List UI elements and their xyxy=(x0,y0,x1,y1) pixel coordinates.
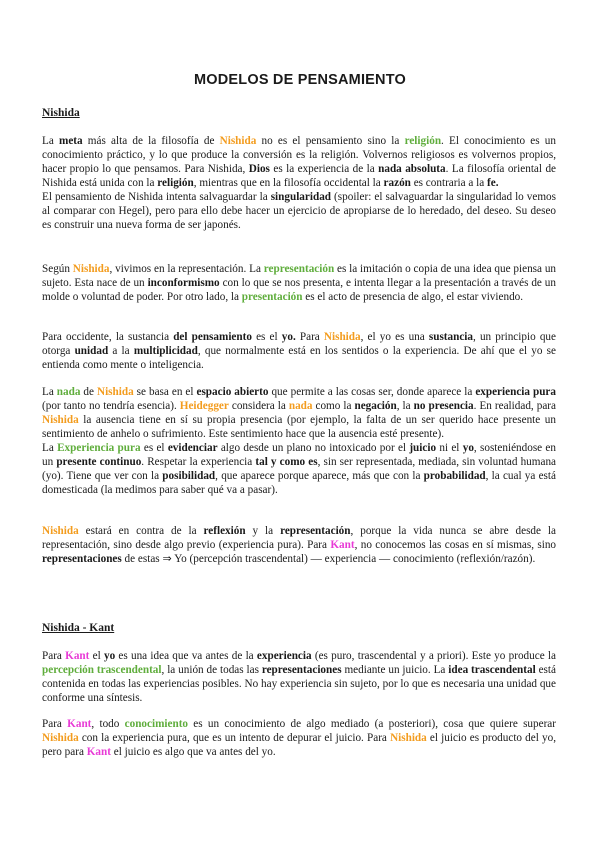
page-title: MODELOS DE PENSAMIENTO xyxy=(194,72,406,88)
bold-term: fe. xyxy=(487,177,499,189)
highlighted-term: Nishida xyxy=(219,135,257,147)
highlighted-term: Nishida xyxy=(42,732,79,744)
highlighted-term: presentación xyxy=(241,291,303,303)
bold-term: representaciones xyxy=(42,553,122,565)
highlighted-term: Nishida xyxy=(96,386,134,398)
paragraph-kant-yo xyxy=(42,649,556,705)
section-heading-nishida-kant: Nishida - Kant xyxy=(42,622,115,634)
highlighted-term: nada xyxy=(56,386,81,398)
paragraph-text: Nishida estará en contra de la reflexión y la representación, porque la vida nunca se abre desde la representación, sino desde algo previo (experiencia pura). Para Kant, no conocemos las cosas en sí mismas, sino representaciones de estas ⇒ Yo (percepción trascendental) — experiencia — conocimiento (reflexión/razón). xyxy=(42,525,557,565)
section-heading-nishida: Nishida xyxy=(42,107,80,119)
highlighted-term: religión xyxy=(404,135,442,147)
bold-term: juicio xyxy=(409,442,437,454)
highlighted-term: percepción trascendental xyxy=(42,664,162,676)
bold-term: reflexión xyxy=(203,525,246,537)
paragraph-text: Según Nishida, vivimos en la representación. La representación es la imitación o copia de una idea que piensa un sujeto. Esta nace de un inconformismo con lo que se nos presenta, e intenta llegar a la presentación a través de un molde o voluntad de poder. Por otro lado, la presentación es el acto de presencia de algo, el estar viviendo. xyxy=(42,263,557,303)
bold-term: razón xyxy=(383,177,411,189)
bold-term: representaciones xyxy=(261,664,342,676)
bold-term: singularidad xyxy=(270,191,332,203)
bold-term: idea trascendental xyxy=(448,664,536,676)
bold-term: multiplicidad xyxy=(133,345,198,357)
paragraph-text: Para Kant, todo conocimiento es un conocimiento de algo mediado (a posteriori), cosa que quiere superar Nishida con la experiencia pura, que es un intento de depurar el juicio. Para Nishida el juicio es producto del yo, pero para Kant el juicio es algo que va antes del yo. xyxy=(42,718,556,758)
bold-term: experiencia xyxy=(256,650,312,662)
bold-term: presente continuo xyxy=(56,456,142,468)
bold-term: sustancia xyxy=(428,331,474,343)
paragraph-text: La Experiencia pura es el evidenciar algo desde un plano no intoxicado por el juicio ni el yo, sosteniéndose en un presente continuo. Respetar la experiencia tal y como es, sin ser representada, mediada, sin voluntad humana (yo). Tiene que ver con la posibilidad, que aparece porque aparece, más que con la probabilidad, la cual ya está domesticada (la medimos para saber qué va a pasar). xyxy=(42,442,557,496)
bold-term: negación xyxy=(354,400,397,412)
bold-term: representación xyxy=(280,525,351,537)
bold-term: posibilidad xyxy=(162,470,216,482)
bold-term: yo xyxy=(462,442,474,454)
paragraph-kant-conocimiento xyxy=(42,717,556,759)
bold-term: evidenciar xyxy=(167,442,218,454)
paragraph-reflexion xyxy=(42,524,556,566)
highlighted-term: Kant xyxy=(86,746,111,758)
bold-term: inconformismo xyxy=(147,277,220,289)
highlighted-term: Nishida xyxy=(42,414,79,426)
bold-term: experiencia pura xyxy=(475,386,556,398)
bold-term: yo xyxy=(103,650,116,662)
bold-term: del pensamiento xyxy=(173,331,252,343)
paragraph-text: Para Kant el yo es una idea que va antes de la experiencia (es puro, trascendental y a priori). Este yo produce la percepción trascendental, la unión de todas las representaciones mediante un juicio. La idea trascendental está contenida en todas las experiencias posibles. No hay experiencia sin sujeto, por lo que es necesaria una unidad que conforme una síntesis. xyxy=(42,650,556,704)
highlighted-term: Kant xyxy=(67,718,92,730)
bold-term: unidad xyxy=(74,345,109,357)
bold-term: probabilidad xyxy=(423,470,486,482)
bold-term: nada absoluta xyxy=(378,163,446,175)
highlighted-term: Nishida xyxy=(390,732,427,744)
highlighted-term: Heidegger xyxy=(179,400,229,412)
highlighted-term: conocimiento xyxy=(124,718,189,730)
bold-term: no presencia xyxy=(413,400,474,412)
highlighted-term: Kant xyxy=(330,539,355,551)
bold-term: yo. xyxy=(281,331,296,343)
bold-term: religión xyxy=(157,177,194,189)
highlighted-term: representación xyxy=(263,263,335,275)
bold-term: meta xyxy=(59,135,83,147)
paragraph-nada xyxy=(42,385,556,497)
paragraph-representacion xyxy=(42,262,556,304)
paragraph-text: Para occidente, la sustancia del pensamiento es el yo. Para Nishida, el yo es una sustancia, un principio que otorga unidad a la multiplicidad, que normalmente está en los sentidos o la experiencia. De ahí que el yo se entienda como mente o inteligencia. xyxy=(42,331,556,371)
paragraph-text: La meta más alta de la filosofía de Nishida no es el pensamiento sino la religión. El conocimiento es un conocimiento práctico, y lo que produce la conversión es la religión. Volvernos religiosos es volvernos propios, hacer propio lo que pensamos. Para Nishida, Dios es la experiencia de la nada absoluta. La filosofía oriental de Nishida está unida con la religión, mientras que en la filosofía occidental la razón es contraria a la fe. xyxy=(42,135,557,189)
highlighted-term: Kant xyxy=(65,650,90,662)
bold-term: tal y como es xyxy=(255,456,318,468)
highlighted-term: Nishida xyxy=(42,525,79,537)
highlighted-term: Nishida xyxy=(72,263,110,275)
paragraph-text: El pensamiento de Nishida intenta salvaguardar la singularidad (spoiler: el salvaguardar la singularidad lo vemos al comparar con Hegel), pero para ello debe hacer un ejercicio de apropiarse de lo heredado, del deseo. Su deseo es construir una nueva forma de ser japonés. xyxy=(42,191,557,231)
bold-term: Dios xyxy=(248,163,270,175)
highlighted-term: nada xyxy=(288,400,313,412)
paragraph-occidente xyxy=(42,330,556,372)
paragraph-meta xyxy=(42,134,556,232)
highlighted-term: Nishida xyxy=(323,331,361,343)
bold-term: espacio abierto xyxy=(196,386,269,398)
highlighted-term: Experiencia pura xyxy=(57,442,141,454)
paragraph-text: La nada de Nishida se basa en el espacio abierto que permite a las cosas ser, donde aparece la experiencia pura (por tanto no tendría esencia). Heidegger considera la nada como la negación, la no presencia. En realidad, para Nishida la ausencia tiene en sí su propia presencia (por ejemplo, la falta de un ser querido hace presente un sentimiento de anhelo o sufrimiento. Este sentimiento hace que la ausencia esté presente). xyxy=(42,386,556,440)
